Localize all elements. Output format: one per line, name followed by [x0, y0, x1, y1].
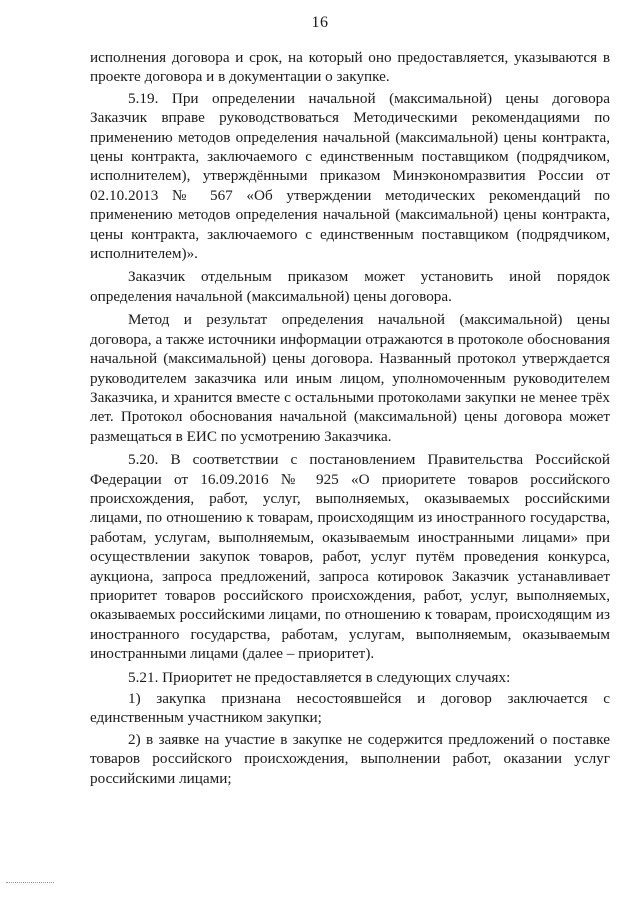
list-item-2: 2) в заявке на участие в закупке не содержится предложений о поставке товаров российского происхождения, выполнении работ, оказании услуг российскими лицами;: [90, 730, 610, 787]
paragraph-5-20: 5.20. В соответствии с постановлением Правительства Российской Федерации от 16.09.2016 № 925 «О приоритете товаров российского происхождения, работ, услуг, выполняемых, оказываемых российскими лицами, по отношению к товарам, происходящим из иностранного государства, работам, услугам, выполняемым, оказываемым иностранными лицами» при осуществлении закупок товаров, работ, услуг путём проведения конкурса, аукциона, запроса предложений, запроса котировок Заказчик устанавливает приоритет товаров российского происхождения, работ, услуг, выполняемых, оказываемых российскими лицами, по отношению к товарам, происходящим из иностранного государства, работам, услугам, выполняемым, оказываемым иностранными лицами (далее – приоритет).: [90, 451, 610, 663]
document-body: [90, 48, 610, 790]
paragraph-5-21: 5.21. Приоритет не предоставляется в следующих случаях:: [128, 668, 511, 686]
page-number: 16: [311, 14, 329, 31]
paragraph-method-result: Метод и результат определения начальной (максимальной) цены договора, а также источники информации отражаются в протоколе обоснования начальной (максимальной) цены договора. Названный протокол утверждается руководителем заказчика или иным лицом, уполномоченным руководителем Заказчика, и хранится вместе с остальными протоколами закупки не менее трёх лет. Протокол обоснования начальной (максимальной) цены договора может размещаться в ЕИС по усмотрению Заказчика.: [90, 311, 610, 445]
scan-artifact-line: [6, 882, 54, 883]
list-item-1: 1) закупка признана несостоявшейся и договор заключается с единственным участником закупки;: [90, 690, 610, 727]
paragraph-5-19: 5.19. При определении начальной (максимальной) цены договора Заказчик вправе руководствоваться Методическими рекомендациями по применению методов определения начальной (максимальной) цены контракта, цены контракта, заключаемого с единственным поставщиком (подрядчиком, исполнителем), утверждёнными приказом Минэкономразвития России от 02.10.2013 № 567 «Об утверждении методических рекомендаций по применению методов определения начальной (максимальной) цены контракта, цены контракта, заключаемого с единственным поставщиком (подрядчиком, исполнителем)».: [90, 89, 610, 263]
paragraph-custom-order: Заказчик отдельным приказом может установить иной порядок определения начальной (максимальной) цены договора.: [90, 268, 610, 305]
paragraph-continuation: исполнения договора и срок, на который оно предоставляется, указываются в проекте договора и в документации о закупке.: [90, 49, 610, 86]
